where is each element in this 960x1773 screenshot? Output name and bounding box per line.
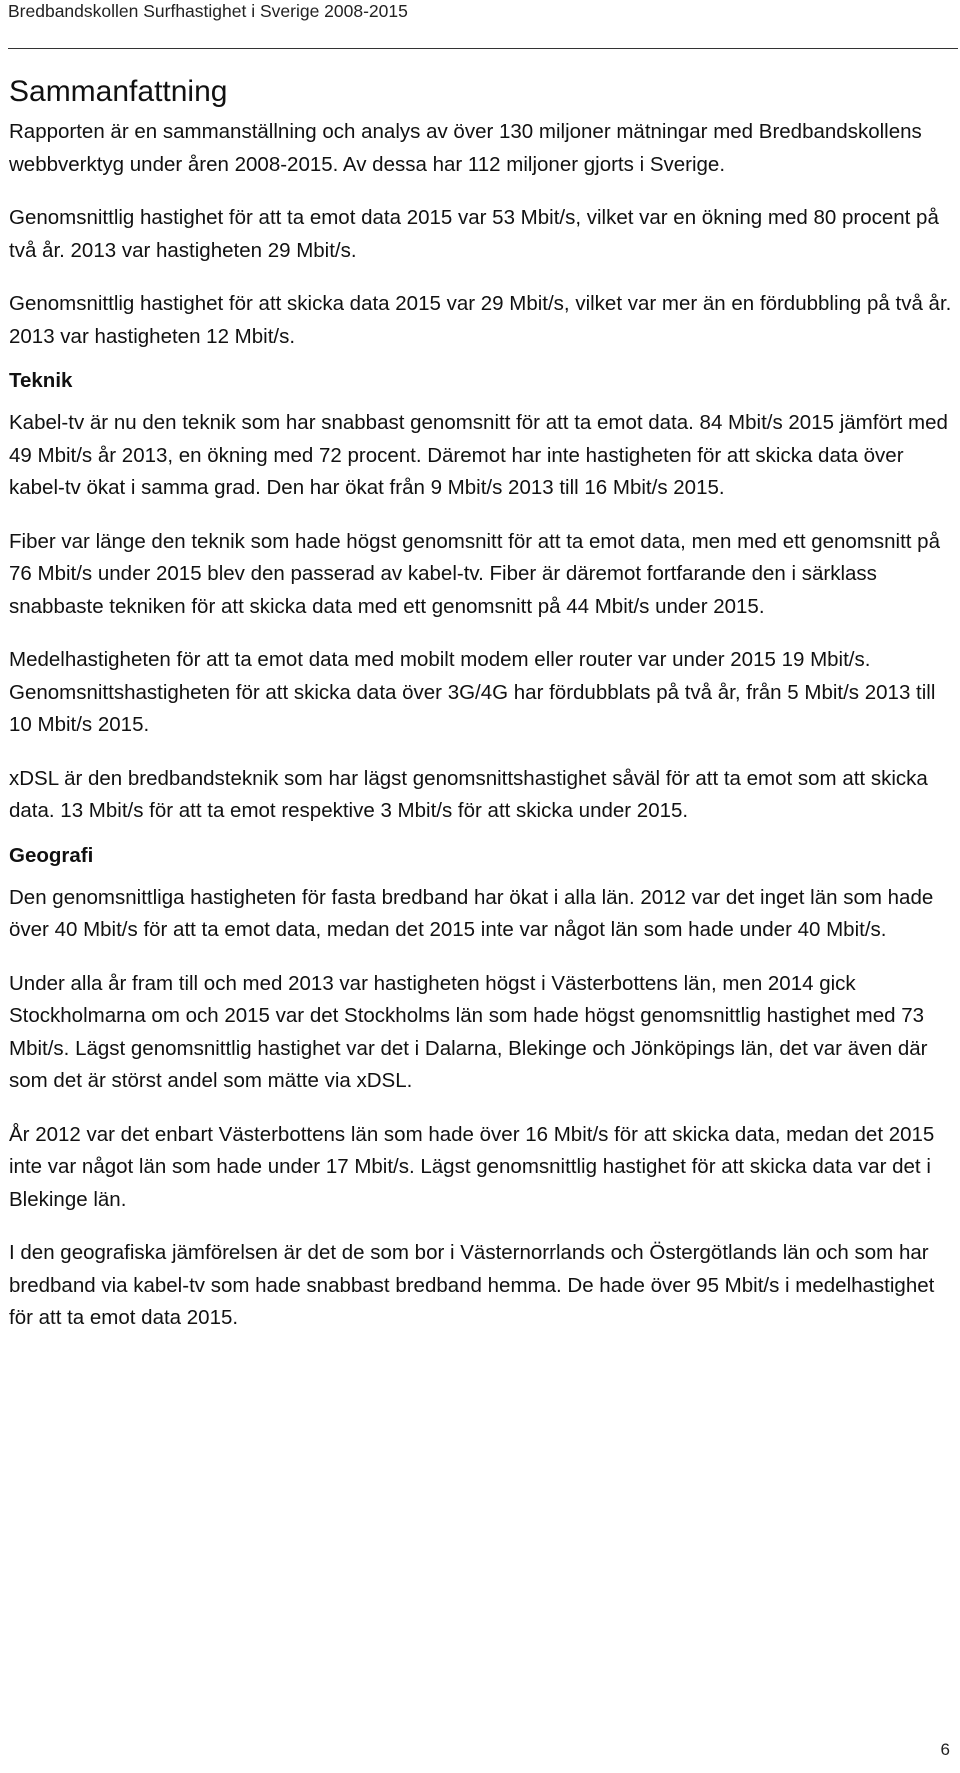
subheading-teknik: Teknik (9, 369, 73, 392)
teknik-paragraph-1: Kabel-tv är nu den teknik som har snabbast genomsnitt för att ta emot data. 84 Mbit/s 2015 jämfört med 49 Mbit/s år 2013, en ökning med 72 procent. Däremot har inte hastigheten för att skicka data över kabel-tv ökat i samma grad. Den har ökat från 9 Mbit/s 2013 till 16 Mbit/s 2015. (9, 411, 948, 499)
geografi-paragraph-2: Under alla år fram till och med 2013 var hastigheten högst i Västerbottens län, men 2014 gick Stockholmarna om och 2015 var det Stockholms län som hade högst genomsnittlig hastighet med 73 Mbit/s. Lägst genomsnittlig hastighet var det i Dalarna, Blekinge och Jönköpings län, det var även där som det är störst andel som mätte via xDSL. (9, 971, 928, 1092)
summary-paragraph-2: Genomsnittlig hastighet för att ta emot data 2015 var 53 Mbit/s, vilket var en ökning med 80 procent på två år. 2013 var hastigheten 29 Mbit/s. (9, 206, 939, 262)
summary-paragraph-1: Rapporten är en sammanställning och analys av över 130 miljoner mätningar med Bredbandskollens webbverktyg under åren 2008-2015. Av dessa har 112 miljoner gjorts i Sverige. (9, 120, 922, 176)
teknik-paragraph-4: xDSL är den bredbandsteknik som har lägst genomsnittshastighet såväl för att ta emot som att skicka data. 13 Mbit/s för att ta emot respektive 3 Mbit/s för att skicka under 2015. (9, 766, 928, 822)
geografi-paragraph-3: År 2012 var det enbart Västerbottens län som hade över 16 Mbit/s för att skicka data, medan det 2015 inte var något län som hade under 17 Mbit/s. Lägst genomsnittlig hastighet för att skicka data var det i Blekinge län. (9, 1122, 935, 1211)
geografi-paragraph-1: Den genomsnittliga hastigheten för fasta bredband har ökat i alla län. 2012 var det inget län som hade över 40 Mbit/s för att ta emot data, medan det 2015 inte var något län som hade under 40 Mbit/s. (9, 885, 934, 941)
teknik-paragraph-2: Fiber var länge den teknik som hade högst genomsnitt för att ta emot data, men med ett genomsnitt på 76 Mbit/s under 2015 blev den passerad av kabel-tv. Fiber är däremot fortfarande den i särklass snabbaste tekniken för att skicka data med ett genomsnitt på 44 Mbit/s under 2015. (9, 529, 940, 618)
subheading-geografi: Geografi (9, 843, 94, 867)
running-header-title: Bredbandskollen Surfhastighet i Sverige 2008-2015 (8, 1, 408, 21)
page-header (8, 0, 958, 49)
section-title-sammanfattning: Sammanfattning (9, 75, 228, 108)
summary-paragraph-3: Genomsnittlig hastighet för att skicka data 2015 var 29 Mbit/s, vilket var mer än en fördubbling på två år. 2013 var hastigheten 12 Mbit/s. (9, 292, 952, 348)
page-number: 6 (940, 1740, 950, 1759)
page-content (9, 68, 954, 1356)
teknik-paragraph-3: Medelhastigheten för att ta emot data med mobilt modem eller router var under 2015 19 Mbit/s. Genomsnittshastigheten för att skicka data över 3G/4G har fördubblats på två år, från 5 Mbit/s 2013 till 10 Mbit/s 2015. (9, 648, 936, 736)
geografi-paragraph-4: I den geografiska jämförelsen är det de som bor i Västernorrlands och Östergötlands län och som har bredband via kabel-tv som hade snabbast bredband hemma. De hade över 95 Mbit/s i medelhastighet för att ta emot data 2015. (9, 1241, 935, 1329)
